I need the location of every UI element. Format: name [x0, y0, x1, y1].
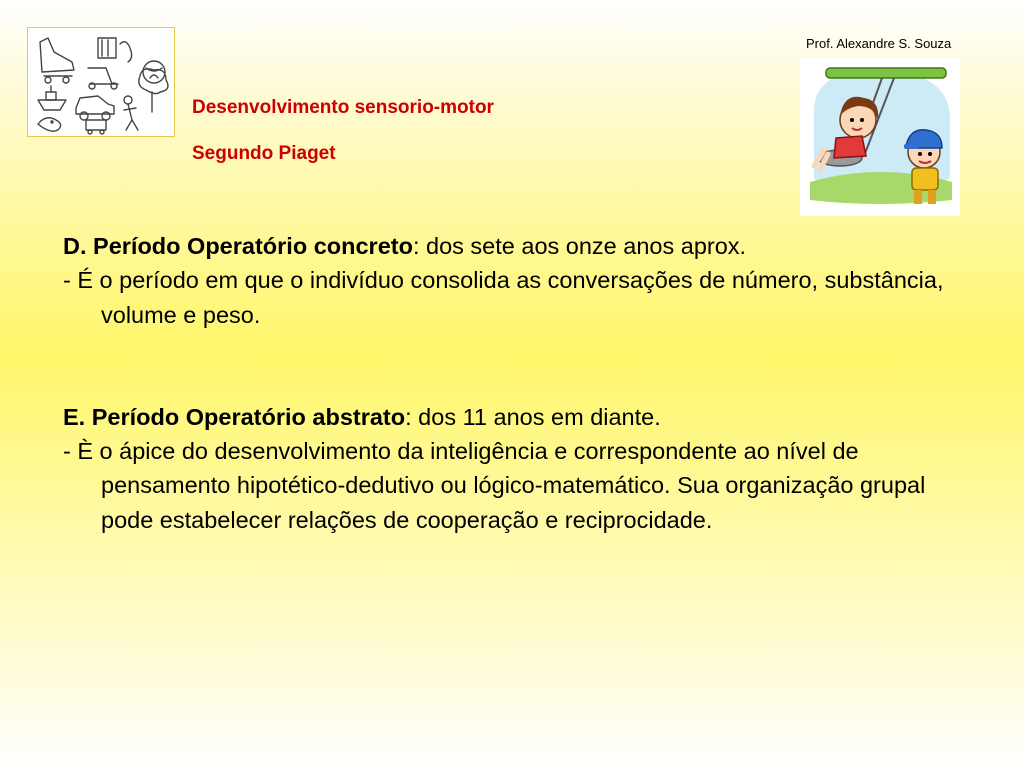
author-label: Prof. Alexandre S. Souza — [806, 36, 952, 51]
children-toys-sketch-icon — [27, 27, 175, 137]
section-heading-detail: : dos 11 anos em diante. — [405, 403, 661, 430]
kids-on-swing-drawing — [800, 58, 960, 216]
section-spacer — [63, 332, 968, 400]
section-heading-title: D. Período Operatório concreto — [63, 233, 413, 259]
section-heading-concrete — [63, 229, 968, 263]
section-bullet-abstract: - È o ápice do desenvolvimento da inteligência e correspondente ao nível de pensamento hipotético-dedutivo ou lógico-matemático. Sua organização grupal pode estabelecer relações de cooperação e reciprocidade. — [63, 438, 926, 533]
section-heading-detail: : dos sete aos onze anos aprox. — [412, 233, 747, 259]
kids-on-swing-icon — [800, 58, 960, 216]
section-heading-title: E. Período Operatório abstrato — [63, 403, 406, 430]
children-toys-sketch-drawing — [28, 28, 174, 136]
slide-title: Desenvolvimento sensorio-motor — [192, 97, 494, 118]
section-bullet-concrete: - É o período em que o indivíduo consolida as conversações de número, substância, volume e peso. — [63, 267, 944, 328]
section-heading-abstract — [63, 400, 968, 434]
slide-subtitle: Segundo Piaget — [192, 143, 336, 164]
slide-content — [63, 229, 968, 537]
